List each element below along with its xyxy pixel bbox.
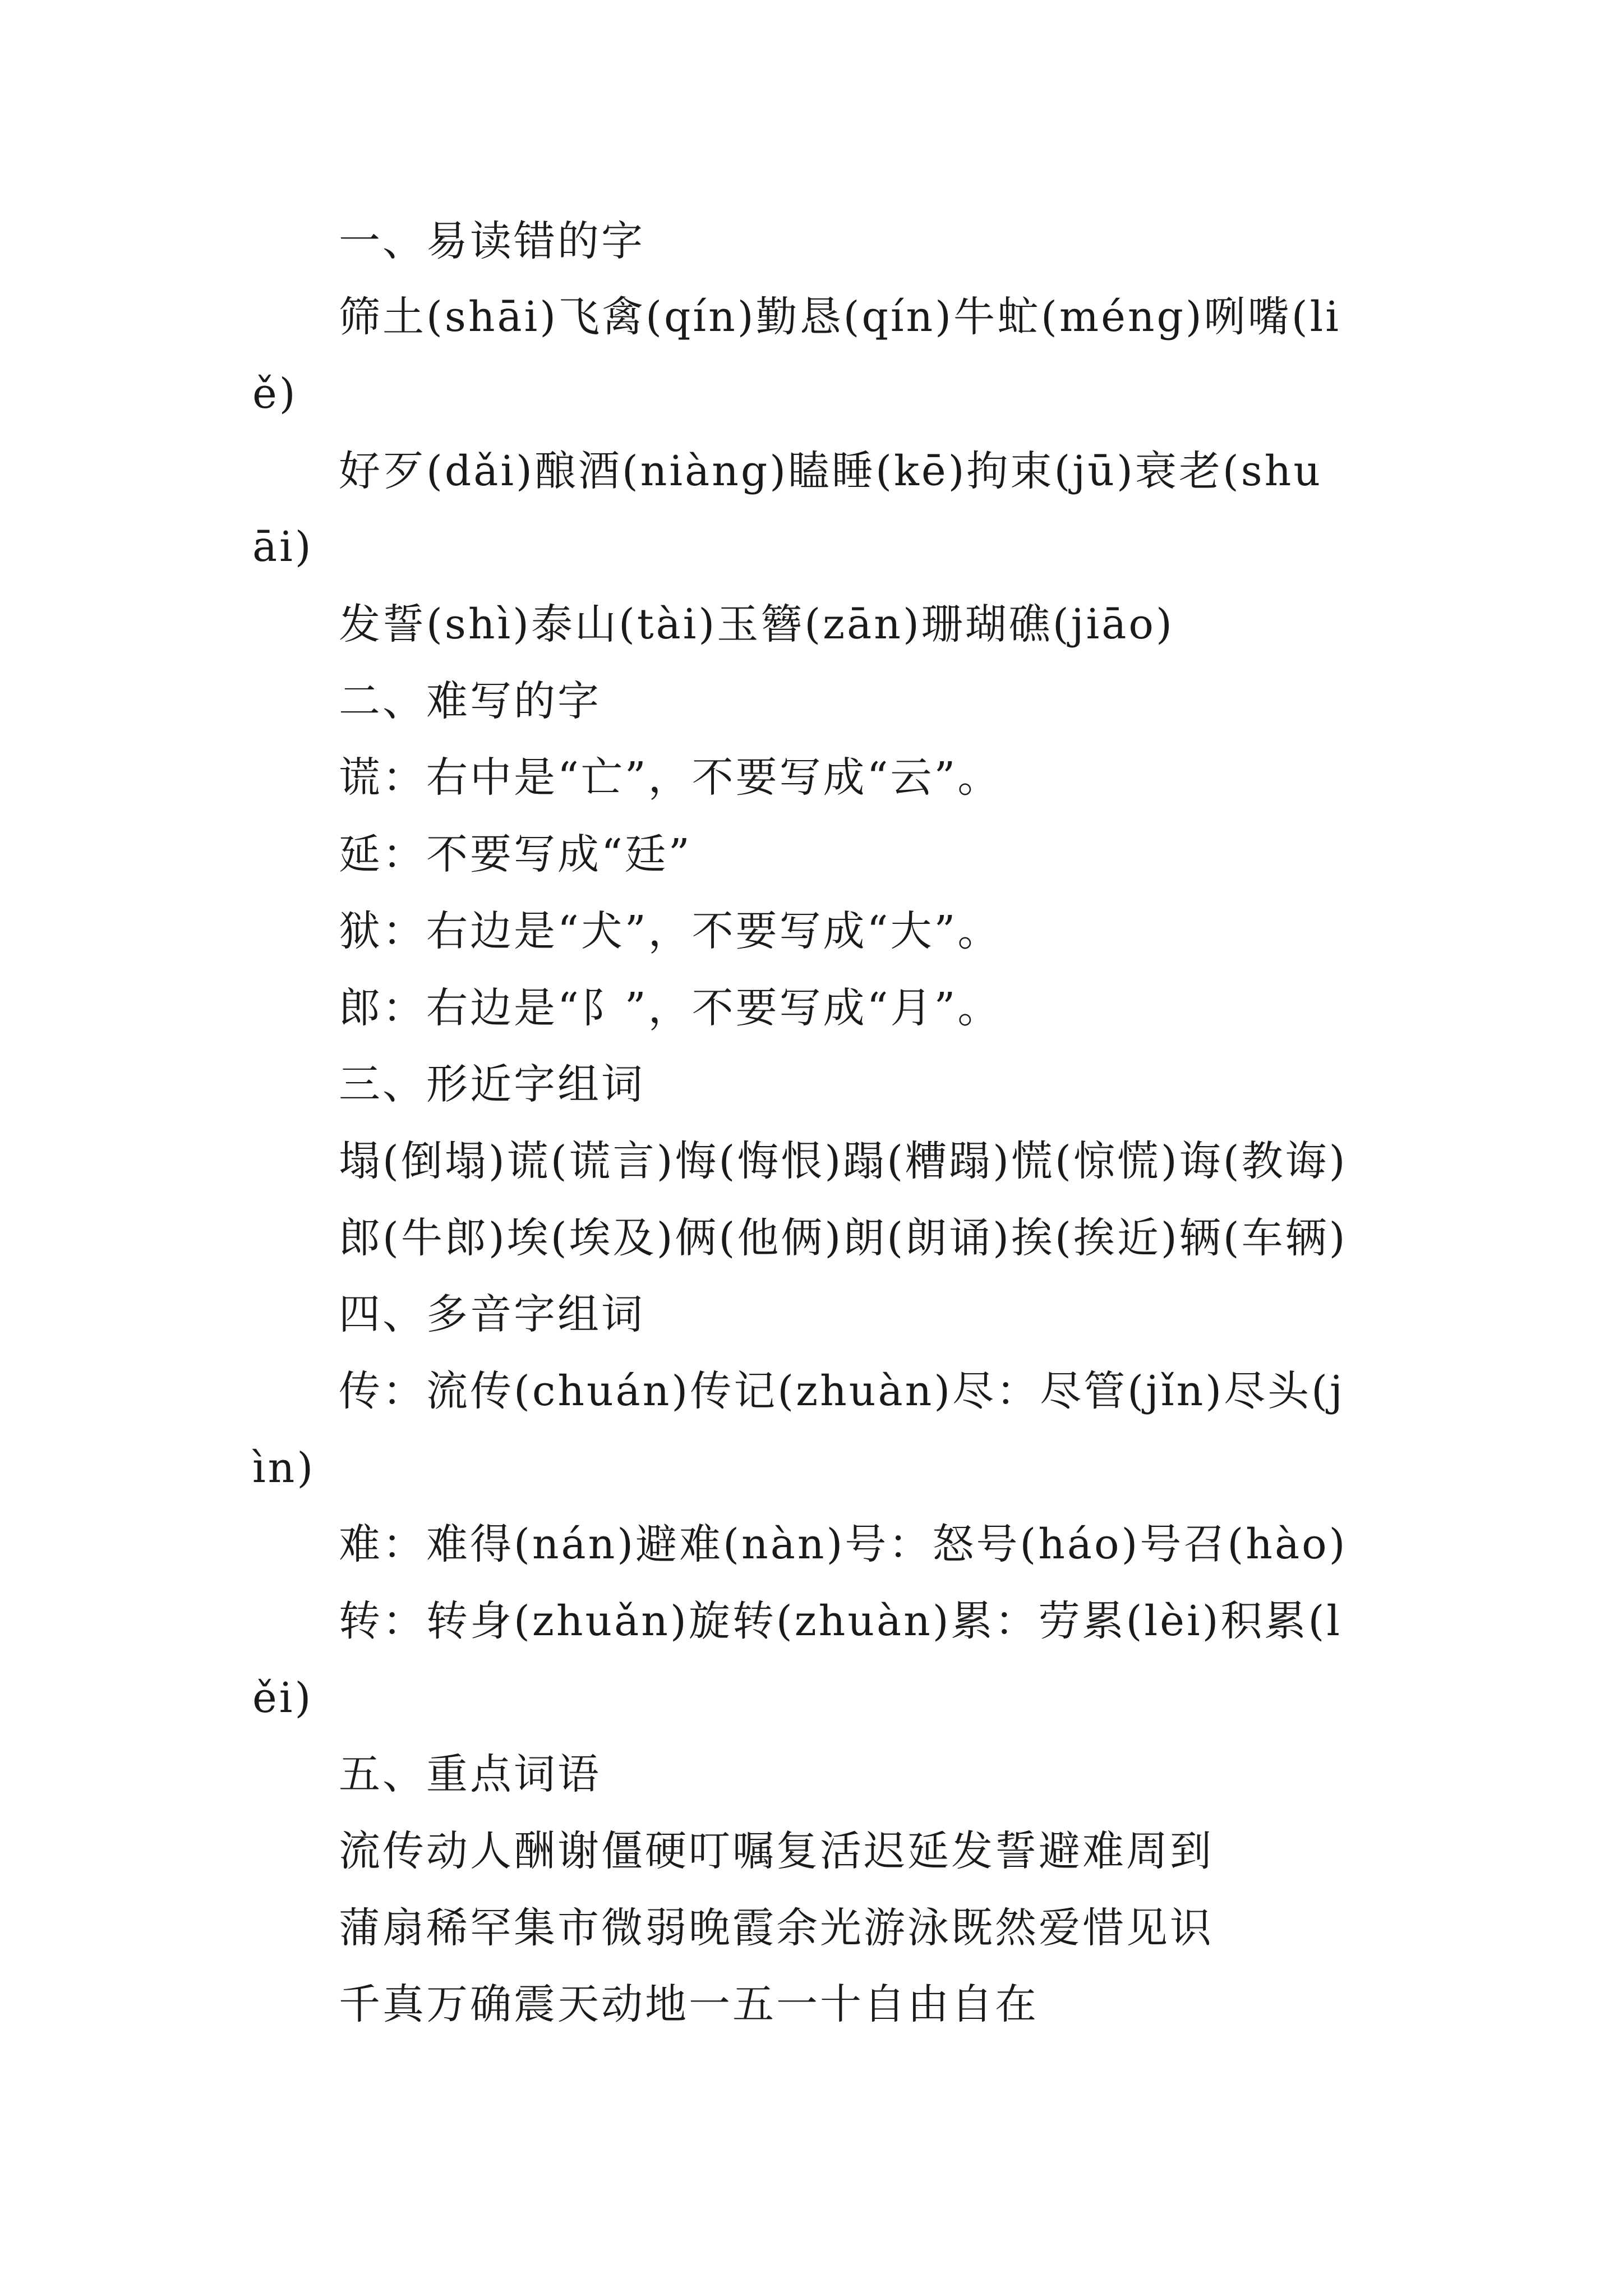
writing-note: 狱：右边是“犬”，不要写成“大”。 bbox=[339, 907, 1002, 955]
key-words-line: 千真万确震天动地一五一十自由自在 bbox=[339, 1980, 1039, 2028]
pinyin-line: 好歹(dǎi)酿酒(niàng)瞌睡(kē)拘束(jū)衰老(shu bbox=[339, 447, 1322, 495]
polyphonic-line: 转：转身(zhuǎn)旋转(zhuàn)累：劳累(lèi)积累(l bbox=[339, 1597, 1343, 1645]
word-group-line: 郎(牛郎)埃(埃及)俩(他俩)朗(朗诵)挨(挨近)辆(车辆) bbox=[339, 1214, 1348, 1262]
key-words-line: 蒲扇稀罕集市微弱晚霞余光游泳既然爱惜见识 bbox=[339, 1904, 1214, 1952]
section-heading-key-words: 五、重点词语 bbox=[339, 1750, 601, 1798]
writing-note: 郎：右边是“阝”，不要写成“月”。 bbox=[339, 984, 1002, 1032]
section-heading-misread-chars: 一、易读错的字 bbox=[339, 217, 645, 265]
writing-note: 延：不要写成“廷” bbox=[339, 830, 692, 878]
polyphonic-line: 传：流传(chuán)传记(zhuàn)尽：尽管(jǐn)尽头(j bbox=[339, 1367, 1345, 1415]
pinyin-line: 筛土(shāi)飞禽(qín)勤恳(qín)牛虻(méng)咧嘴(li bbox=[339, 293, 1341, 341]
writing-note: 谎：右中是“亡”，不要写成“云”。 bbox=[339, 753, 1002, 802]
section-heading-polyphonic: 四、多音字组词 bbox=[339, 1290, 645, 1338]
polyphonic-line-continuation: ìn) bbox=[252, 1444, 316, 1492]
section-heading-hard-to-write: 二、难写的字 bbox=[339, 677, 601, 725]
pinyin-line-continuation: āi) bbox=[252, 523, 313, 571]
key-words-line: 流传动人酬谢僵硬叮嘱复活迟延发誓避难周到 bbox=[339, 1827, 1214, 1875]
word-group-line: 塌(倒塌)谎(谎言)悔(悔恨)蹋(糟蹋)慌(惊慌)诲(教诲) bbox=[339, 1137, 1348, 1185]
pinyin-line-continuation: ě) bbox=[252, 370, 298, 418]
polyphonic-line-continuation: ěi) bbox=[252, 1674, 313, 1722]
section-heading-similar-chars: 三、形近字组词 bbox=[339, 1060, 645, 1108]
pinyin-line: 发誓(shì)泰山(tài)玉簪(zān)珊瑚礁(jiāo) bbox=[339, 600, 1174, 648]
polyphonic-line: 难：难得(nán)避难(nàn)号：怒号(háo)号召(hào) bbox=[339, 1520, 1348, 1568]
